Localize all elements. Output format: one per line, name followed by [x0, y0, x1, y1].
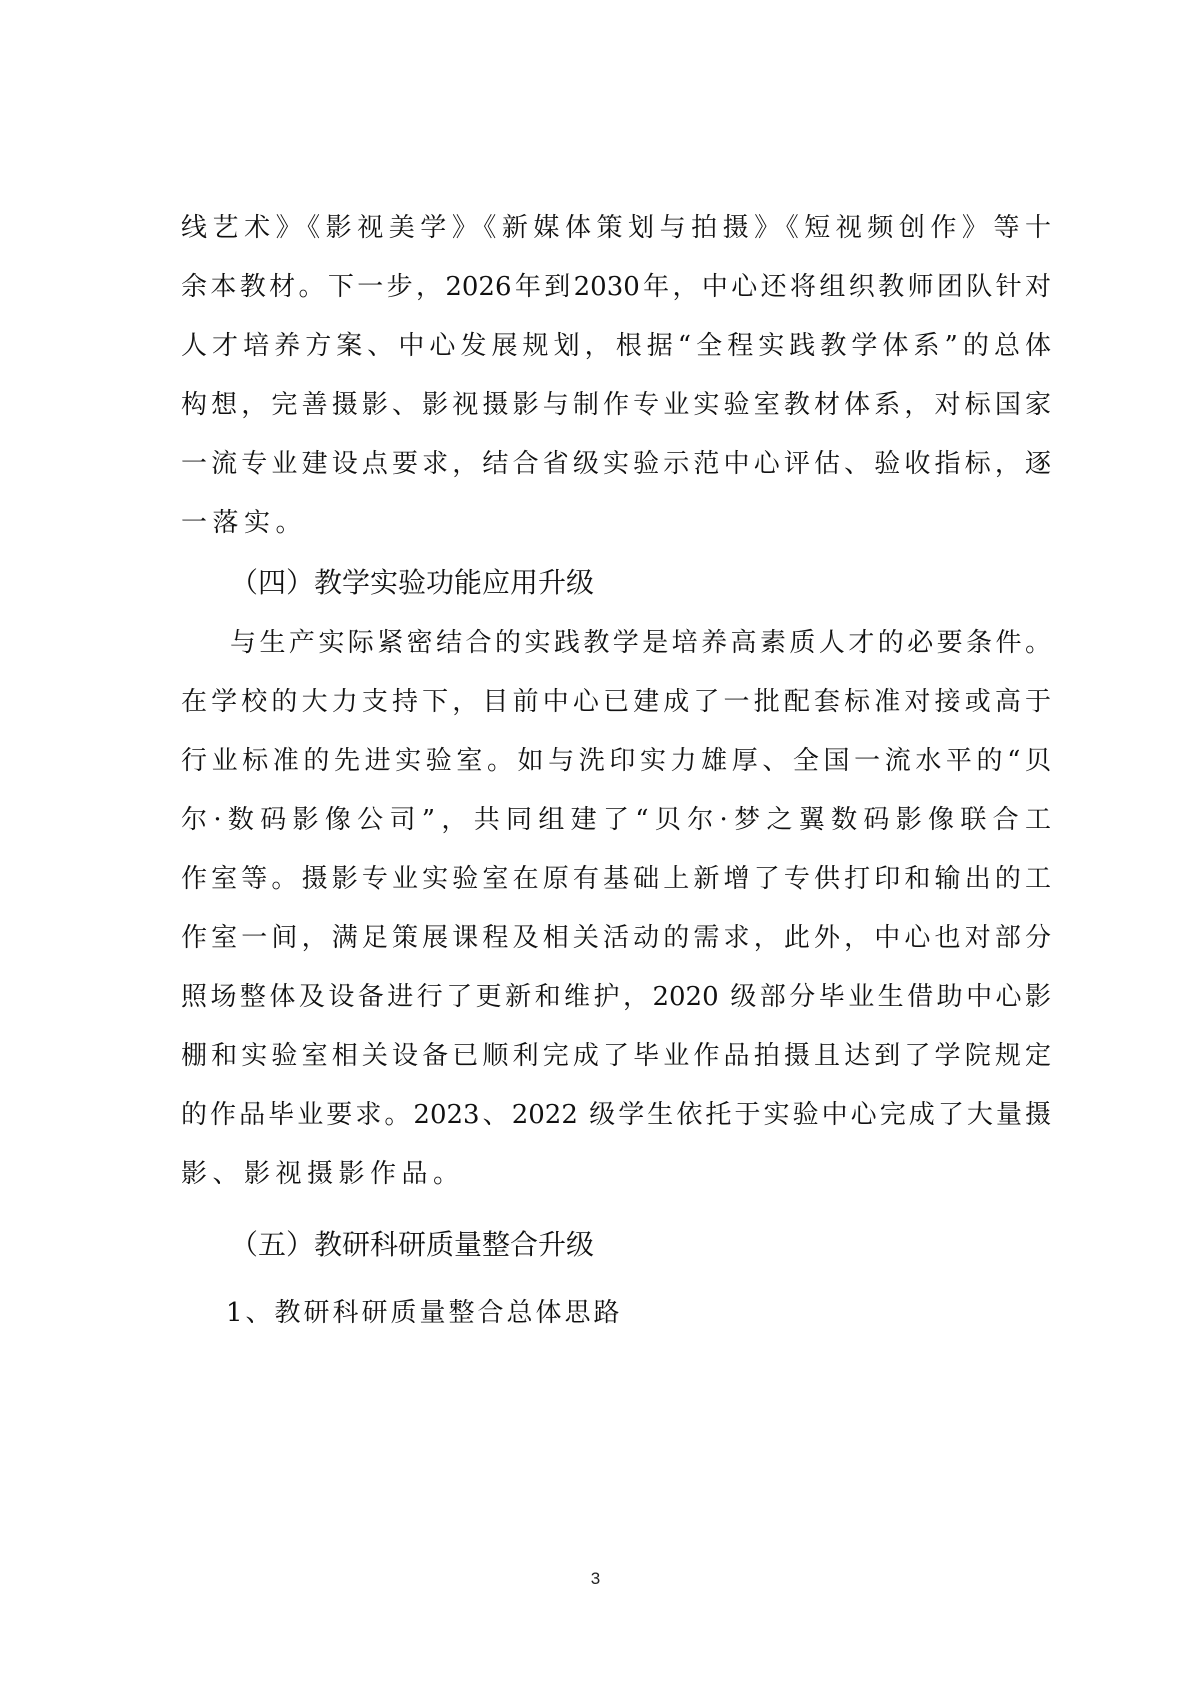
paragraph-line: 人才培养方案、中心发展规划，根据“全程实践教学体系”的总体	[181, 331, 1051, 361]
paragraph-line: 的作品毕业要求。2023、2022 级学生依托于实验中心完成了大量摄	[181, 1100, 1051, 1130]
section-heading: （四）教学实验功能应用升级	[230, 566, 595, 599]
paragraph-line: 构想，完善摄影、影视摄影与制作专业实验室教材体系，对标国家	[181, 390, 1051, 420]
paragraph-line: 尔·数码影像公司”，共同组建了“贝尔·梦之翼数码影像联合工	[181, 805, 1051, 835]
paragraph-line: 一流专业建设点要求，结合省级实验示范中心评估、验收指标，逐	[181, 449, 1051, 479]
paragraph-line: 余本教材。下一步，2026年到2030年，中心还将组织教师团队针对	[181, 272, 1051, 302]
paragraph-line: 影、影视摄影作品。	[181, 1159, 465, 1189]
page-number: 3	[590, 1569, 601, 1588]
paragraph-line: 作室等。摄影专业实验室在原有基础上新增了专供打印和输出的工	[181, 864, 1051, 894]
paragraph-line: 一落实。	[181, 508, 308, 538]
subsection-heading: 1、教研科研质量整合总体思路	[226, 1298, 623, 1328]
paragraph-line: 照场整体及设备进行了更新和维护，2020 级部分毕业生借助中心影	[181, 982, 1051, 1012]
paragraph-line: 线艺术》《影视美学》《新媒体策划与拍摄》《短视频创作》等十	[181, 213, 1051, 243]
paragraph-line: 与生产实际紧密结合的实践教学是培养高素质人才的必要条件。	[230, 628, 1051, 658]
section-heading: （五）教研科研质量整合升级	[230, 1228, 595, 1261]
paragraph-line: 作室一间，满足策展课程及相关活动的需求，此外，中心也对部分	[181, 923, 1051, 953]
paragraph-line: 行业标准的先进实验室。如与洗印实力雄厚、全国一流水平的“贝	[181, 746, 1051, 776]
paragraph-line: 在学校的大力支持下，目前中心已建成了一批配套标准对接或高于	[181, 687, 1051, 717]
paragraph-line: 棚和实验室相关设备已顺利完成了毕业作品拍摄且达到了学院规定	[181, 1041, 1051, 1071]
